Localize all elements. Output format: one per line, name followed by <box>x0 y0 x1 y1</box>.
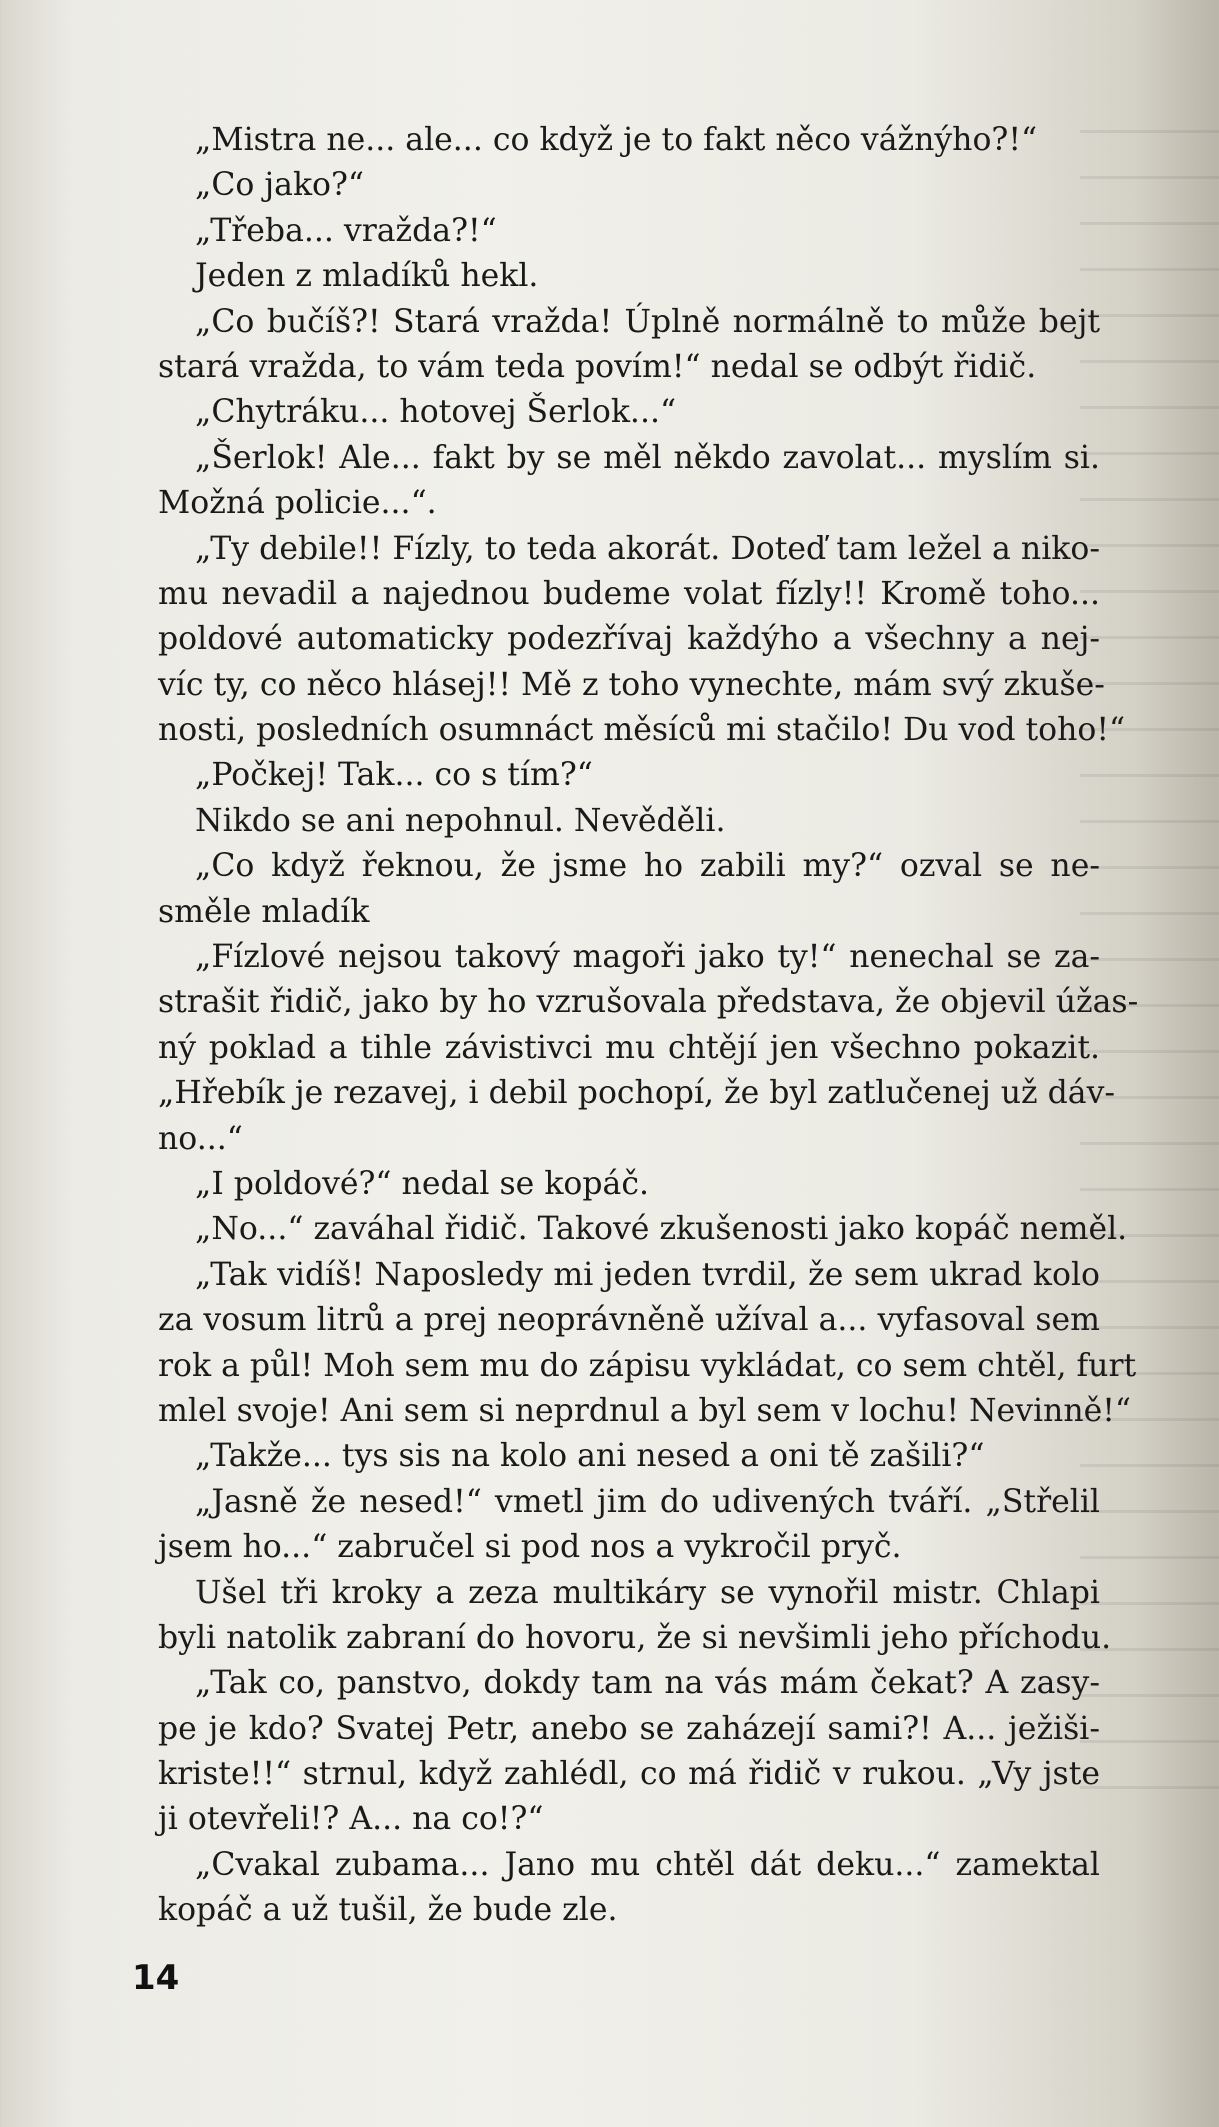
paragraph <box>195 390 1100 435</box>
paragraph <box>195 1207 1128 1252</box>
paragraph <box>158 935 1139 1162</box>
paragraph <box>195 1162 1100 1207</box>
text-line: Jeden z mladíků hekl. <box>195 258 539 295</box>
paragraph <box>195 1434 1100 1479</box>
paragraph <box>195 254 1100 299</box>
text-line: „No...“ zaváhal řidič. Takové zkušenosti jako kopáč neměl. <box>195 1211 1128 1248</box>
text-line: jsem ho...“ zabručel si pod nos a vykročil pryč. <box>158 1529 902 1566</box>
text-line: stará vražda, to vám teda povím!“ nedal se odbýt řidič. <box>158 348 1037 385</box>
text-line: kriste!!“ strnul, když zahlédl, co má řidič v rukou. „Vy jste <box>158 1756 1100 1793</box>
text-line: Možná policie...“. <box>158 485 437 522</box>
text-line: mu nevadil a najednou budeme volat fízly!! Kromě toho... <box>158 575 1100 612</box>
text-line: no...“ <box>158 1120 243 1157</box>
text-line: poldové automaticky podezřívaj každýho a všechny a nej- <box>158 621 1100 658</box>
text-line: směle mladík <box>158 893 370 930</box>
paragraph <box>158 1480 1100 1571</box>
text-line: „Fízlové nejsou takový magoři jako ty!“ nenechal se za- <box>195 939 1100 976</box>
text-line: byli natolik zabraní do hovoru, že si nevšimli jeho příchodu. <box>158 1619 1112 1656</box>
text-line: strašit řidič, jako by ho vzrušovala představa, že objevil úžas- <box>158 984 1139 1021</box>
paragraph <box>195 753 1100 798</box>
paragraph <box>195 799 1100 844</box>
text-line: „Třeba... vražda?!“ <box>195 212 497 249</box>
text-line: pe je kdo? Svatej Petr, anebo se zaházejí sami?! A... ježiši- <box>158 1710 1100 1747</box>
text-line: „Počkej! Tak... co s tím?“ <box>195 757 593 794</box>
paragraph <box>158 436 1100 527</box>
paragraph <box>158 1571 1112 1662</box>
book-page-text <box>158 118 1139 1934</box>
text-line: kopáč a už tušil, že bude zle. <box>158 1892 618 1929</box>
bleed-through-text <box>1080 100 1219 1800</box>
text-line: „Tak co, panstvo, dokdy tam na vás mám čekat? A zasy- <box>195 1665 1100 1702</box>
paragraph <box>158 1843 1100 1934</box>
text-line: ji otevřeli!? A... na co!?“ <box>158 1801 544 1838</box>
text-line: mlel svoje! Ani sem si neprdnul a byl sem v lochu! Nevinně!“ <box>158 1392 1132 1429</box>
text-line: „Co když řeknou, že jsme ho zabili my?“ ozval se ne- <box>195 848 1100 885</box>
paragraph <box>158 844 1100 935</box>
text-line: „Jasně že nesed!“ vmetl jim do udivených tváří. „Střelil <box>195 1483 1100 1520</box>
page-number: 14 <box>132 1958 180 1998</box>
text-line: nosti, posledních osumnáct měsíců mi stačilo! Du vod toho!“ <box>158 712 1126 749</box>
paragraph <box>158 527 1126 754</box>
text-line: Nikdo se ani nepohnul. Nevěděli. <box>195 802 726 839</box>
text-line: „Hřebík je rezavej, i debil pochopí, že byl zatlučenej už dáv- <box>158 1075 1116 1112</box>
text-line: Ušel tři kroky a zeza multikáry se vynořil mistr. Chlapi <box>195 1574 1100 1611</box>
text-line: „I poldové?“ nedal se kopáč. <box>195 1165 649 1202</box>
text-line: „Šerlok! Ale... fakt by se měl někdo zavolat... myslím si. <box>195 439 1100 476</box>
text-line: „Tak vidíš! Naposledy mi jeden tvrdil, že sem ukrad kolo <box>195 1256 1100 1293</box>
text-line: „Cvakal zubama... Jano mu chtěl dát deku...“ zamektal <box>195 1846 1100 1883</box>
text-line: víc ty, co něco hlásej!! Mě z toho vynechte, mám svý zkuše- <box>158 666 1105 703</box>
text-line: „Takže... tys sis na kolo ani nesed a oni tě zašili?“ <box>195 1438 985 1475</box>
paragraph <box>158 1253 1137 1435</box>
paragraph <box>195 209 1100 254</box>
paragraph <box>195 118 1100 163</box>
text-line: rok a půl! Moh sem mu do zápisu vykládat, co sem chtěl, furt <box>158 1347 1137 1384</box>
text-line: „Chytráku... hotovej Šerlok...“ <box>195 394 677 431</box>
text-line: za vosum litrů a prej neoprávněně užíval a... vyfasoval sem <box>158 1302 1100 1339</box>
paragraph <box>158 1661 1100 1843</box>
text-line: „Mistra ne... ale... co když je to fakt něco vážnýho?!“ <box>195 122 1038 158</box>
text-line: „Co jako?“ <box>195 167 364 204</box>
text-line: „Co bučíš?! Stará vražda! Úplně normálně to může bejt <box>195 303 1100 340</box>
paragraph <box>158 300 1100 391</box>
paragraph <box>195 163 1100 208</box>
text-line: ný poklad a tihle závistivci mu chtějí jen všechno pokazit. <box>158 1029 1100 1066</box>
text-line: „Ty debile!! Fízly, to teda akorát. Doteď tam ležel a niko- <box>195 530 1100 567</box>
